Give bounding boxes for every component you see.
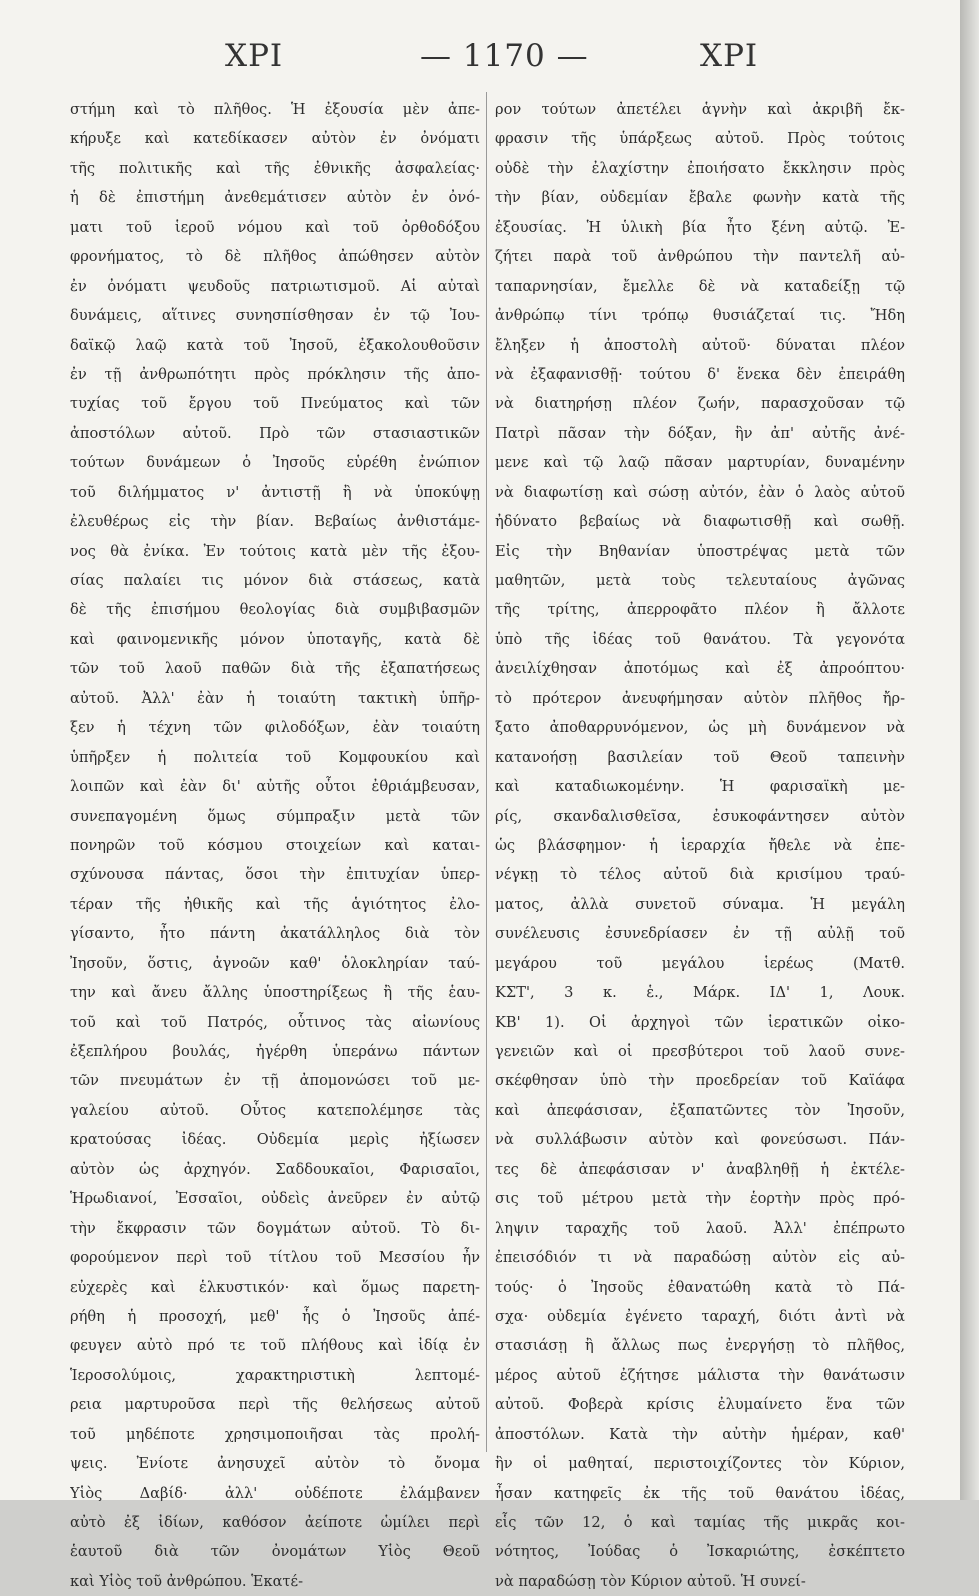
right-column-line: ματος, ἀλλὰ συνετοῦ σύναμα. Ἡ μεγάλη (495, 895, 905, 913)
left-column-line: Ἰησοῦν, ὅστις, ἀγνοῶν καθ' ὁλοκληρίαν ταύ- (70, 954, 480, 972)
left-column-line: τὴν ἔκφρασιν τῶν δογμάτων αὐτοῦ. Τὸ δι- (70, 1219, 480, 1237)
right-column-line: ἐπεισόδιόν τι νὰ παραδώσῃ αὐτὸν εἰς αὐ- (495, 1249, 905, 1267)
right-column-line: τὸ πρότερον ἀνευφήμησαν αὐτὸν πλῆθος ἤρ- (495, 689, 905, 707)
left-column-line: κρατούσας ἰδέας. Οὐδεμία μερὶς ἠξίωσεν (70, 1131, 480, 1149)
right-column-line: τὴν βίαν, οὐδεμίαν ἔβαλε φωνὴν κατὰ τῆς (495, 189, 905, 207)
right-column-line: ἔληξεν ἡ ἀποστολὴ αὐτοῦ· δύναται πλέον (495, 336, 905, 354)
left-column-line: ξεν ἡ τέχνη τῶν φιλοδόξων, ἐὰν τοιαύτη (70, 719, 480, 737)
left-column-line: τυχίας τοῦ ἔργου τοῦ Πνεύματος καὶ τῶν (70, 395, 480, 413)
right-column-line: νότητος, Ἰούδας ὁ Ἰσκαριώτης, ἐσκέπτετο (495, 1543, 905, 1561)
header-left-keyword: ΧΡΙ (225, 38, 284, 74)
left-column-line: φορούμενον περὶ τοῦ τίτλου τοῦ Μεσσίου ἦν (70, 1249, 480, 1267)
left-column-line: φευγεν αὐτὸ πρό τε τοῦ πλήθους καὶ ἰδίᾳ ἐν (70, 1337, 480, 1355)
left-column-line: τοῦ διλήμματος ν' ἀντιστῇ ἢ νὰ ὑποκύψῃ (70, 483, 480, 501)
left-column-line: σχύνουσα πάντας, ὅσοι τὴν ἐπιτυχίαν ὑπερ- (70, 866, 480, 884)
right-column-line: ξατο ἀποθαρρυνόμενον, ὡς μὴ δυνάμενον νὰ (495, 719, 905, 737)
left-column-line: δαϊκῷ λαῷ κατὰ τοῦ Ἰησοῦ, ἐξακολουθοῦσιν (70, 336, 480, 354)
right-column-line: μενε καὶ τῷ λαῷ πᾶσαν μαρτυρίαν, δυναμένην (495, 454, 905, 472)
left-column-line: ἡ δὲ ἐπιστήμη ἀνεθεμάτισεν αὐτὸν ἐν ὀνό- (70, 189, 480, 207)
right-column-line: νέγκῃ τὸ τέλος αὐτοῦ διὰ κρισίμου τραύ- (495, 866, 905, 884)
right-column-line: νὰ ἐξαφανισθῇ· τούτου δ' ἕνεκα δὲν ἐπειράθη (495, 365, 905, 383)
left-column-line: νος θὰ ἐνίκα. Ἐν τούτοις κατὰ μὲν τῆς ἐξου- (70, 542, 480, 560)
right-column (495, 95, 905, 1596)
left-column (70, 95, 480, 1596)
left-column-line: αὐτὸν ὡς ἀρχηγόν. Σαδδουκαῖοι, Φαρισαῖοι, (70, 1160, 480, 1178)
right-column-line: ζήτει παρὰ τοῦ ἀνθρώπου τὴν παντελῆ αὐ- (495, 248, 905, 266)
right-column-line: τούς· ὁ Ἰησοῦς ἐθανατώθη κατὰ τὸ Πά- (495, 1278, 905, 1296)
right-column-line: φρασιν τῆς ὑπάρξεως αὐτοῦ. Πρὸς τούτοις (495, 130, 905, 148)
left-column-line: δυνάμεις, αἵτινες συνησπίσθησαν ἐν τῷ Ἰου- (70, 307, 480, 325)
right-column-line: ἐξουσίας. Ἡ ὑλικὴ βία ἦτο ξένη αὐτῷ. Ἐ- (495, 218, 905, 236)
left-column-line: ἀποστόλων αὐτοῦ. Πρὸ τῶν στασιαστικῶν (70, 424, 480, 442)
left-column-line: τούτων δυνάμεων ὁ Ἰησοῦς εὑρέθη ἐνώπιον (70, 454, 480, 472)
left-column-line: τῆς πολιτικῆς καὶ τῆς ἐθνικῆς ἀσφαλείας· (70, 159, 480, 177)
right-column-line: αὐτοῦ. Φοβερὰ κρίσις ἐλυμαίνετο ἕνα τῶν (495, 1396, 905, 1414)
left-column-line: κήρυξε καὶ κατεδίκασεν αὐτὸν ἐν ὀνόματι (70, 130, 480, 148)
right-column-line: κατανοήσῃ βασιλείαν τοῦ Θεοῦ ταπεινὴν (495, 748, 905, 766)
right-column-line: ἣν οἱ μαθηταί, περιστοιχίζοντες τὸν Κύριον, (495, 1455, 905, 1473)
left-column-line: την καὶ ἄνευ ἄλλης ὑποστηρίξεως ἢ τῆς ἑαυ- (70, 984, 480, 1002)
right-column-line: Πατρὶ πᾶσαν τὴν δόξαν, ἣν ἀπ' αὐτῆς ἀνέ- (495, 424, 905, 442)
right-column-line: εἷς τῶν 12, ὁ καὶ ταμίας τῆς μικρᾶς κοι- (495, 1514, 905, 1531)
right-column-line: τῆς τρίτης, ἀπερροφᾶτο πλέον ἢ ἄλλοτε (495, 601, 905, 619)
right-column-line: ταπαρνησίαν, ἔμελλε δὲ νὰ καταδείξῃ τῷ (495, 277, 905, 295)
right-column-line: ληψιν ταραχῆς τοῦ λαοῦ. Ἀλλ' ἐπέπρωτο (495, 1219, 905, 1237)
left-column-line: τέραν τῆς ἠθικῆς καὶ τῆς ἁγιότητος ἐλο- (70, 895, 480, 913)
left-column-line: πονηρῶν τοῦ κόσμου στοιχείων καὶ καται- (70, 836, 480, 854)
left-column-line: φρονήματος, τὸ δὲ πλῆθος ἀπώθησεν αὐτὸν (70, 248, 480, 266)
left-column-line: καὶ φαινομενικῆς μόνον ὑποταγῆς, κατὰ δὲ (70, 630, 480, 648)
right-column-line: καὶ ἀπεφάσισαν, ἐξαπατῶντες τὸν Ἰησοῦν, (495, 1101, 905, 1119)
right-column-line: οὐδὲ τὴν ἐλαχίστην ἐποιήσατο ἔκκλησιν πρὸς (495, 159, 905, 177)
left-column-line: αὐτοῦ. Ἀλλ' ἐὰν ἡ τοιαύτη τακτικὴ ὑπῆρ- (70, 689, 480, 707)
left-column-line: λοιπῶν καὶ ἐὰν δι' αὐτῆς οὗτοι ἐθριάμβευσαν, (70, 778, 480, 796)
left-column-line: τῶν πνευμάτων ἐν τῇ ἀπομονώσει τοῦ με- (70, 1072, 480, 1090)
column-divider (486, 92, 487, 1452)
right-column-line: σις τοῦ μέτρου μετὰ τὴν ἑορτὴν πρὸς πρό- (495, 1190, 905, 1208)
right-column-line: ἀνειλίχθησαν ἀποτόμως καὶ ἐξ ἀπροόπτου· (495, 660, 905, 678)
left-column-line: ἐν τῇ ἀνθρωπότητι πρὸς πρόκλησιν τῆς ἀπο- (70, 365, 480, 383)
page-header (0, 38, 960, 82)
left-column-line: ἐν ὀνόματι ψευδοῦς πατριωτισμοῦ. Αἱ αὐταὶ (70, 277, 480, 295)
right-column-line: σχα· οὐδεμία ἐγένετο ταραχή, διότι ἀντὶ νὰ (495, 1307, 905, 1325)
left-column-line: τῶν τοῦ λαοῦ παθῶν διὰ τῆς ἐξαπατήσεως (70, 660, 480, 678)
left-column-line: σίας παλαίει τις μόνον διὰ στάσεως, κατὰ (70, 572, 480, 589)
left-column-line: αὐτὸ ἐξ ἰδίων, καθόσον ἀείποτε ὡμίλει περὶ (70, 1514, 480, 1531)
left-column-line: ρεια μαρτυροῦσα περὶ τῆς θελήσεως αὐτοῦ (70, 1396, 480, 1414)
left-column-line: ὑπῆρξεν ἡ πολιτεία τοῦ Κομφουκίου καὶ (70, 748, 480, 766)
right-column-line: μαθητῶν, μετὰ τοὺς τελευταίους ἀγῶνας (495, 572, 905, 589)
right-column-line: ρον τούτων ἀπετέλει ἁγνὴν καὶ ἀκριβῆ ἔκ- (495, 101, 905, 118)
right-column-line: νὰ διατηρήσῃ πλέον ζωήν, παρασχοῦσαν τῷ (495, 395, 905, 413)
right-column-line: νὰ παραδώσῃ τὸν Κύριον αὐτοῦ. Ἡ συνεί- (495, 1572, 806, 1590)
left-column-line: ἑαυτοῦ διὰ τῶν ὀνομάτων Υἱὸς Θεοῦ (70, 1543, 480, 1561)
left-column-line: δὲ τῆς ἐπισήμου θεολογίας διὰ συμβιβασμῶν (70, 601, 480, 619)
right-column-line: μεγάρου τοῦ μεγάλου ἱερέως (Ματθ. (495, 954, 905, 972)
right-column-line: Εἰς τὴν Βηθανίαν ὑποστρέψας μετὰ τῶν (495, 542, 905, 560)
left-column-line: ψεις. Ἐνίοτε ἀνησυχεῖ αὐτὸν τὸ ὄνομα (70, 1455, 480, 1473)
right-column-line: σκέφθησαν ὑπὸ τὴν προεδρείαν τοῦ Καϊάφα (495, 1072, 905, 1090)
right-column-line: ἀνθρώπῳ τίνι τρόπῳ θυσιάζεταί τις. Ἤδη (495, 307, 905, 325)
right-column-line: τες δὲ ἀπεφάσισαν ν' ἀναβληθῇ ἡ ἐκτέλε- (495, 1160, 905, 1178)
left-column-line: ματι τοῦ ἱεροῦ νόμου καὶ τοῦ ὀρθοδόξου (70, 218, 480, 236)
right-column-line: ἠδύνατο βεβαίως νὰ διαφωτισθῇ καὶ σωθῇ. (495, 513, 905, 531)
right-column-line: ἀποστόλων. Κατὰ τὴν αὐτὴν ἡμέραν, καθ' (495, 1425, 905, 1443)
left-column-line: ἐξεπλήρου βουλάς, ἠγέρθη ὑπεράνω πάντων (70, 1043, 480, 1060)
page-number: — 1170 — (420, 38, 589, 74)
right-column-line: ΚΒ' 1). Οἱ ἀρχηγοὶ τῶν ἱερατικῶν οἰκο- (495, 1013, 905, 1031)
right-column-line: ἦσαν κατηφεῖς ἐκ τῆς τοῦ θανάτου ἰδέας, (495, 1484, 905, 1502)
right-column-line: γενειῶν καὶ οἱ πρεσβύτεροι τοῦ λαοῦ συνε- (495, 1043, 905, 1060)
left-column-line: Υἱὸς Δαβίδ· ἀλλ' οὐδέποτε ἐλάμβανεν (70, 1484, 480, 1502)
right-column-line: συνέλευσις ἐσυνεδρίασεν ἐν τῇ αὐλῇ τοῦ (495, 925, 905, 943)
right-column-line: ὑπὸ τῆς ἰδέας τοῦ θανάτου. Τὰ γεγονότα (495, 630, 905, 648)
left-column-line: ἐλευθέρως εἰς τὴν βίαν. Βεβαίως ἀνθιστάμε- (70, 513, 480, 531)
left-column-line: τοῦ καὶ τοῦ Πατρός, οὗτινος τὰς αἰωνίους (70, 1013, 480, 1031)
left-column-line: συνεπαγομένη ὅμως σύμπραξιν μετὰ τῶν (70, 807, 480, 825)
header-right-keyword: ΧΡΙ (700, 38, 759, 74)
left-column-line: Ἡρωδιανοί, Ἐσσαῖοι, οὐδεὶς ἀνεῦρεν ἐν αὐτῷ (70, 1190, 480, 1208)
right-column-line: στασιάσῃ ἢ ἄλλως πως ἐνεργήσῃ τὸ πλῆθος, (495, 1337, 905, 1355)
left-column-line: καὶ Υἱὸς τοῦ ἀνθρώπου. Ἑκατέ- (70, 1572, 304, 1590)
right-column-line: ὡς βλάσφημον· ἡ ἱεραρχία ἤθελε νὰ ἐπε- (495, 836, 905, 854)
left-column-line: ρήθη ἡ προσοχή, μεθ' ἧς ὁ Ἰησοῦς ἀπέ- (70, 1307, 480, 1325)
right-column-line: νὰ συλλάβωσιν αὐτὸν καὶ φονεύσωσι. Πάν- (495, 1131, 905, 1149)
left-column-line: στήμη καὶ τὸ πλῆθος. Ἡ ἐξουσία μὲν ἀπε- (70, 101, 480, 118)
left-column-line: εὐχερὲς καὶ ἑλκυστικόν· καὶ ὅμως παρετη- (70, 1278, 480, 1296)
left-column-line: τοῦ μηδέποτε χρησιμοποιῆσαι τὰς προλή- (70, 1425, 480, 1443)
right-column-line: καὶ καταδιωκομένην. Ἡ φαρισαϊκὴ με- (495, 778, 905, 796)
right-column-line: νὰ διαφωτίσῃ καὶ σώσῃ αὐτόν, ἐὰν ὁ λαὸς αὐτοῦ (495, 483, 905, 501)
left-column-line: γίσαντο, ἦτο πάντη ἀκατάλληλος διὰ τὸν (70, 925, 480, 943)
right-column-line: ρίς, σκανδαλισθεῖσα, ἐσυκοφάντησεν αὐτὸν (495, 807, 905, 825)
page-edge-shadow (960, 0, 979, 1500)
left-column-line: Ἱεροσολύμοις, χαρακτηριστικὴ λεπτομέ- (70, 1366, 480, 1384)
right-column-line: μέρος αὐτοῦ ἐζήτησε μάλιστα τὴν θανάτωσιν (495, 1366, 905, 1384)
right-column-line: ΚΣΤ', 3 κ. ἑ., Μάρκ. ΙΔ' 1, Λουκ. (495, 984, 905, 1002)
left-column-line: γαλείου αὐτοῦ. Οὗτος κατεπολέμησε τὰς (70, 1101, 480, 1119)
